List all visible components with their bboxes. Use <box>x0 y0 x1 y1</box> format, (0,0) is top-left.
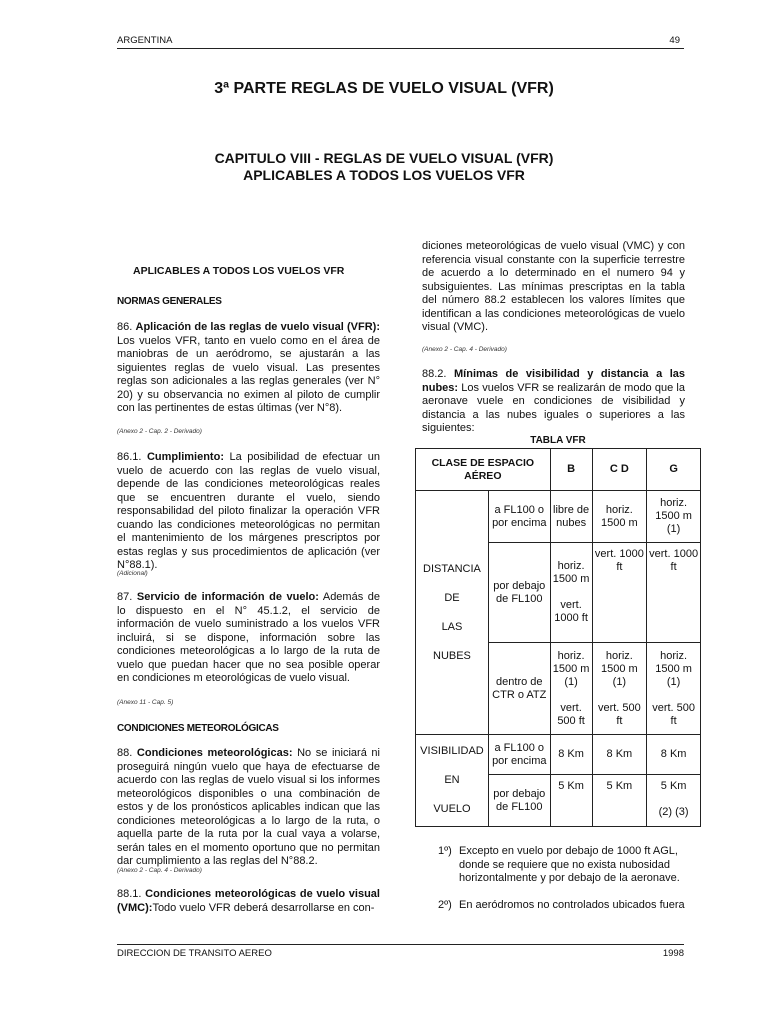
table-cell: vert. 1000 ft <box>647 543 701 643</box>
section-title: APLICABLES A TODOS LOS VUELOS VFR <box>133 265 345 277</box>
visibility-label-line-1: VISIBILIDAD <box>420 745 484 757</box>
footer-agency: DIRECCION DE TRANSITO AEREO <box>117 948 272 959</box>
footer-rule <box>117 944 684 945</box>
paragraph-88-2 <box>422 368 685 436</box>
paragraph-88 <box>117 747 380 869</box>
cell-line: vert. 500 ft <box>597 701 641 727</box>
p861-body: La posibilidad de efectuar un vuelo de acuerdo con las reglas de vuelo visual, depende de las condiciones meteorológicas reales que se encuentren durante el vuelo, siendo responsabilidad del piloto finalizar la operación VFR cuando las condiciones meteorológicas no permitan el mantenimiento de los márgenes prescriptos por estas reglas y sus procedimientos de aplicación (ver N°88.1). <box>117 451 380 571</box>
cell-line: horiz. 1500 m (1) <box>552 649 590 688</box>
distance-label-line-1: DISTANCIA <box>423 562 481 575</box>
p861-number: 86.1. <box>117 451 147 463</box>
table-header-row <box>416 449 701 491</box>
p881-body: Todo vuelo VFR deberá desarrollarse en con- <box>152 901 375 914</box>
p87-body: Además de lo dispuesto en el N° 45.1.2, el servicio de información de vuelo suministrado a los vuelos VFR incluirá, si se dispone, información sobre las condiciones meteorológicas a lo largo de la ruta de vuelo que puedan hacer que no sea posible operar en condiciones m eteorológicas de vuelo visual. <box>117 591 380 684</box>
cell-line: vert. 500 ft <box>652 701 696 727</box>
table-row <box>416 491 701 543</box>
note-1-text: Excepto en vuelo por debajo de 1000 ft AGL, donde se requiere que no exista nubosidad horizontalmente y por debajo de la aeronave. <box>459 845 680 884</box>
table-cell <box>647 775 701 827</box>
note-1-key: 1º) <box>438 845 452 857</box>
table-title: TABLA VFR <box>530 435 586 446</box>
distance-label <box>416 491 489 735</box>
p86-heading: Aplicación de las reglas de vuelo visual (VFR): <box>135 321 380 333</box>
p88-heading: Condiciones meteorológicas: <box>136 747 293 759</box>
header-country: ARGENTINA <box>117 35 173 46</box>
table-cell: dentro de CTR o ATZ <box>488 643 550 735</box>
table-cell <box>550 643 592 735</box>
header-cd: C D <box>592 449 647 491</box>
header-g: G <box>647 449 701 491</box>
p87-heading: Servicio de información de vuelo: <box>136 591 319 603</box>
table-cell: 8 Km <box>592 735 647 775</box>
header-page-number: 49 <box>669 35 680 46</box>
chapter-title-line-1: CAPITULO VIII - REGLAS DE VUELO VISUAL (VFR) <box>214 150 554 166</box>
table-cell: a FL100 o por encima <box>488 491 550 543</box>
table-row <box>416 735 701 775</box>
p88-reference: (Anexo 2 - Cap. 4 - Derivado) <box>117 867 202 874</box>
note-2 <box>438 899 688 913</box>
p881-number: 88.1. <box>117 888 146 900</box>
vfr-table <box>415 448 701 827</box>
p882-number: 88.2. <box>422 368 454 380</box>
table-cell: horiz. 1500 m (1) <box>647 491 701 543</box>
p86-number: 86. <box>117 321 136 333</box>
cell-line: vert. 1000 ft <box>554 599 588 624</box>
paragraph-88-1 <box>117 888 380 915</box>
normas-heading: NORMAS GENERALES <box>117 296 222 307</box>
visibility-label-line-3: VUELO <box>433 803 471 815</box>
continued-paragraph: diciones meteorológicas de vuelo visual (VMC) y con referencia visual constante con la superficie terrestre de acuerdo a lo determinado en el numero 94 y subsiguientes. Las mínimas prescriptas en la tabla del número 88.2 establecen los valores límites que identifican a las condiciones meteorológicas de vuelo visual (VMC). <box>422 240 685 333</box>
distance-label-line-3: LAS <box>441 620 463 633</box>
p881-heading: Condiciones meteorológicas de vuelo visual (VMC): <box>117 888 380 914</box>
cell-line: horiz. 1500 m <box>552 560 590 585</box>
visibility-label-line-2: EN <box>444 774 460 786</box>
table-cell: 8 Km <box>647 735 701 775</box>
cell-line: horiz. 1500 m (1) <box>601 649 638 688</box>
chapter-title <box>0 150 768 184</box>
cell-line: 5 Km <box>660 780 687 792</box>
p86-reference: (Anexo 2 - Cap. 2 - Derivado) <box>117 428 202 435</box>
table-cell: libre de nubes <box>550 491 592 543</box>
visibility-label <box>416 735 489 827</box>
table-cell <box>647 643 701 735</box>
p87-number: 87. <box>117 591 137 603</box>
cell-line: vert. 500 ft <box>557 701 585 727</box>
distance-label-line-4: NUBES <box>433 649 471 662</box>
table-cell: a FL100 o por encima <box>488 735 550 775</box>
p861-heading: Cumplimiento: <box>146 451 224 463</box>
table-cell: vert. 1000 ft <box>592 543 647 643</box>
note-2-key: 2º) <box>438 899 452 911</box>
chapter-title-line-2: APLICABLES A TODOS LOS VUELOS VFR <box>243 167 525 183</box>
note-1 <box>438 845 688 886</box>
table-cell: horiz. 1500 m <box>592 491 647 543</box>
p882-heading: Mínimas de visibilidad y distancia a las nubes: <box>422 368 685 394</box>
table-cell: por debajo de FL100 <box>488 543 550 643</box>
condiciones-heading: CONDICIONES METEOROLÓGICAS <box>117 723 279 734</box>
p86-body: Los vuelos VFR, tanto en vuelo como en el área de maniobras de un aeródromo, se ajustarán a las siguientes reglas de vuelo visual. Las presentes reglas son adicionales a las reglas generales (ver N° 20) y su observancia no eximen al piloto de cumplir con las pertinentes de estas últimas (ver N°8). <box>117 334 380 414</box>
p88-body: No se iniciará ni proseguirá ningún vuelo que haya de efectuarse de acuerdo con las reglas de vuelo visual si los informes meteorológicos disponibles o una combinación de estos y de los pronósticos aplicables indican que las condiciones meteorológicas a lo largo de la ruta, o aquella parte de la ruta por la cual vaya a volarse, serán tales en el momento oportuno que no permitan dar cumplimiento a las reglas del N°88.2. <box>117 747 380 867</box>
p88-number: 88. <box>117 747 137 759</box>
table-cell <box>550 543 592 643</box>
p882-body: Los vuelos VFR se realizarán de modo que la aeronave vuele en condiciones de visibilidad y distancia a las nubes iguales o superiores a las siguientes: <box>422 381 685 434</box>
paragraph-86-1 <box>117 451 380 573</box>
continued-reference: (Anexo 2 - Cap. 4 - Derivado) <box>422 346 507 353</box>
cell-line: horiz. 1500 m (1) <box>655 649 692 688</box>
table-cell: 5 Km <box>550 775 592 827</box>
part-title: 3ª PARTE REGLAS DE VUELO VISUAL (VFR) <box>214 80 554 97</box>
cell-line: (2) (3) <box>658 806 689 818</box>
table-cell: 5 Km <box>592 775 647 827</box>
distance-label-line-2: DE <box>444 591 460 604</box>
paragraph-87 <box>117 591 380 686</box>
note-2-text: En aeródromos no controlados ubicados fuera <box>459 899 685 911</box>
table-cell: por debajo de FL100 <box>488 775 550 827</box>
p87-reference: (Anexo 11 - Cap. 5) <box>117 699 174 706</box>
p861-reference: (Adicional) <box>117 570 148 577</box>
table-cell: 8 Km <box>550 735 592 775</box>
table-cell <box>592 643 647 735</box>
header-b: B <box>550 449 592 491</box>
header-clase: CLASE DE ESPACIO AÉREO <box>416 449 551 491</box>
footer-year: 1998 <box>662 948 684 959</box>
header-rule <box>117 48 684 49</box>
paragraph-86 <box>117 321 380 416</box>
